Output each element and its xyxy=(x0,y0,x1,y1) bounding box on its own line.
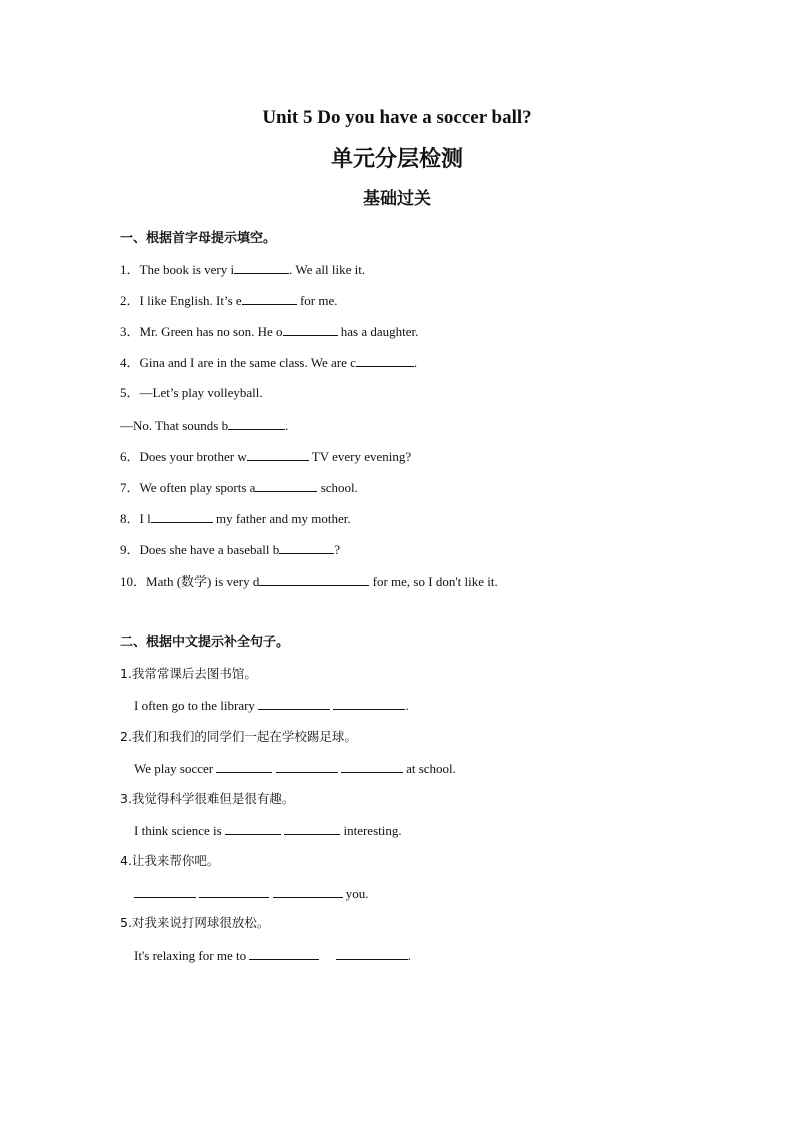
answer-blank[interactable] xyxy=(283,321,338,336)
s1-item-10 xyxy=(120,571,498,592)
s2-item-1-cn: 1.我常常课后去图书馆。 xyxy=(120,666,257,681)
s1-item-2 xyxy=(120,290,338,311)
s2-item-5-en xyxy=(134,945,411,966)
s1-item-5-reply xyxy=(120,415,288,436)
answer-blank[interactable] xyxy=(151,508,213,523)
item-text-before: Does she have a baseball b xyxy=(139,542,280,557)
item-text-before: I often go to the library xyxy=(134,698,259,713)
answer-blank[interactable] xyxy=(258,695,330,710)
s1-item-7 xyxy=(120,477,358,498)
item-text-after: my father and my mother. xyxy=(212,511,351,526)
answer-blank[interactable] xyxy=(255,477,317,492)
answer-blank[interactable] xyxy=(259,571,369,586)
item-text-before: Math (数学) is very d xyxy=(146,574,260,589)
item-text-after: . xyxy=(285,418,289,433)
answer-blank[interactable] xyxy=(284,820,340,835)
s1-item-4 xyxy=(120,352,417,373)
answer-blank[interactable] xyxy=(273,883,343,898)
item-text-after: TV every evening? xyxy=(308,449,412,464)
s2-item-3-en xyxy=(134,820,402,841)
answer-blank[interactable] xyxy=(228,415,285,430)
item-text-after: . xyxy=(413,355,418,370)
item-text: —Let’s play volleyball. xyxy=(139,385,263,400)
answer-blank[interactable] xyxy=(333,695,405,710)
answer-blank[interactable] xyxy=(249,945,319,960)
item-number: 1． xyxy=(120,262,140,277)
s1-item-1 xyxy=(120,259,365,280)
answer-blank[interactable] xyxy=(216,758,272,773)
item-text-after: you. xyxy=(342,886,369,901)
s2-item-4-cn: 4.让我来帮你吧。 xyxy=(120,853,220,868)
item-text-before: Does your brother w xyxy=(139,449,247,464)
item-text-before: The book is very i xyxy=(139,262,235,277)
answer-blank[interactable] xyxy=(225,820,281,835)
item-text-after: has a daughter. xyxy=(337,324,419,339)
item-text-before: I think science is xyxy=(134,823,225,838)
item-text-after: interesting. xyxy=(340,823,402,838)
answer-blank[interactable] xyxy=(247,446,309,461)
item-text-before: —No. That sounds b xyxy=(120,418,229,433)
item-text-after: ? xyxy=(334,542,340,557)
answer-blank[interactable] xyxy=(234,259,289,274)
s1-item-6 xyxy=(120,446,411,467)
s1-item-5 xyxy=(120,383,263,403)
answer-blank[interactable] xyxy=(242,290,297,305)
answer-blank[interactable] xyxy=(356,352,414,367)
item-number: 9． xyxy=(120,542,140,557)
item-number: 7． xyxy=(120,480,140,495)
item-text-after: . xyxy=(407,948,411,963)
answer-blank[interactable] xyxy=(134,883,196,898)
s2-item-1-en xyxy=(134,695,409,716)
unit-title: Unit 5 Do you have a soccer ball? xyxy=(262,107,532,128)
section1-heading: 一、根据首字母提示填空。 xyxy=(120,231,277,246)
item-number: 5． xyxy=(120,385,140,400)
item-number: 10． xyxy=(120,574,147,589)
test-subtitle: 单元分层检测 xyxy=(330,147,463,172)
section2-heading: 二、根据中文提示补全句子。 xyxy=(120,635,290,650)
s2-item-4-en xyxy=(134,883,369,904)
item-text-before: We play soccer xyxy=(134,761,217,776)
item-text-after: . We all like it. xyxy=(289,262,366,277)
answer-blank[interactable] xyxy=(336,945,408,960)
item-number: 6． xyxy=(120,449,140,464)
answer-blank[interactable] xyxy=(341,758,403,773)
item-text-after: at school. xyxy=(402,761,456,776)
item-text-before: I l xyxy=(139,511,151,526)
s2-item-2-cn: 2.我们和我们的同学们一起在学校踢足球。 xyxy=(120,729,357,744)
item-text-after: for me. xyxy=(296,293,338,308)
item-number: 8． xyxy=(120,511,140,526)
item-number: 3． xyxy=(120,324,140,339)
item-text-before: I like English. It’s e xyxy=(139,293,242,308)
answer-blank[interactable] xyxy=(199,883,269,898)
s1-item-9 xyxy=(120,539,340,560)
item-text-before: Mr. Green has no son. He o xyxy=(139,324,283,339)
s2-item-3-cn: 3.我觉得科学很难但是很有趣。 xyxy=(120,791,295,806)
item-text-after: . xyxy=(405,698,409,713)
item-text-before: It's relaxing for me to xyxy=(134,948,250,963)
item-text-after: for me, so I don't like it. xyxy=(369,574,498,589)
s1-item-3 xyxy=(120,321,418,342)
level-heading: 基础过关 xyxy=(363,189,431,209)
item-number: 4． xyxy=(120,355,140,370)
item-text-before: Gina and I are in the same class. We are c xyxy=(139,355,356,370)
answer-blank[interactable] xyxy=(276,758,338,773)
item-text-after: school. xyxy=(317,480,358,495)
s1-item-8 xyxy=(120,508,351,529)
answer-blank[interactable] xyxy=(279,539,334,554)
item-number: 2． xyxy=(120,293,140,308)
item-text-before: We often play sports a xyxy=(139,480,256,495)
s2-item-2-en xyxy=(134,758,456,779)
s2-item-5-cn: 5.对我来说打网球很放松。 xyxy=(120,915,270,930)
